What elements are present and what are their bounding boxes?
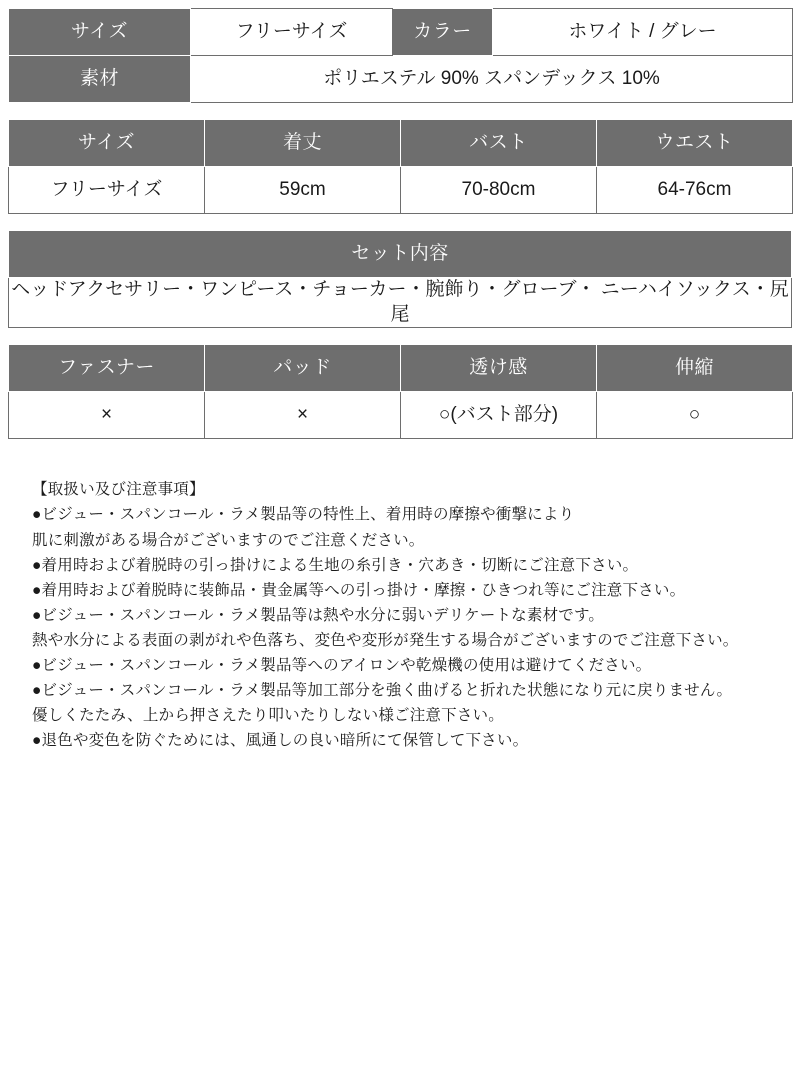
set-contents-value: ヘッドアクセサリー・ワンピース・チョーカー・腕飾り・グローブ・ ニーハイソックス・尻尾 [9, 278, 792, 328]
care-notes [8, 477, 792, 753]
feature-header-pad: パッド [205, 345, 401, 392]
measurement-value-size: フリーサイズ [9, 167, 205, 214]
size-color-material-table [8, 8, 793, 103]
table-row [9, 278, 792, 328]
feature-value-zipper: × [9, 392, 205, 439]
care-notes-title: 【取扱い及び注意事項】 [32, 481, 205, 499]
color-label: カラー [393, 9, 493, 56]
table-row [9, 9, 793, 56]
measurement-value-waist: 64-76cm [597, 167, 793, 214]
care-note-line: 熱や水分による表面の剥がれや色落ち、変色や変形が発生する場合がございますのでご注意下さい。 [32, 632, 739, 650]
measurement-value-bust: 70-80cm [401, 167, 597, 214]
feature-value-stretch: ○ [597, 392, 793, 439]
material-value: ポリエステル 90% スパンデックス 10% [191, 56, 793, 103]
feature-value-sheerness: ○(バスト部分) [401, 392, 597, 439]
measurement-header-bust: バスト [401, 120, 597, 167]
feature-value-pad: × [205, 392, 401, 439]
table-row [9, 167, 793, 214]
feature-table [8, 344, 793, 439]
table-header-row [9, 345, 793, 392]
table-header-row [9, 120, 793, 167]
care-note-line: ●ビジュー・スパンコール・ラメ製品等へのアイロンや乾燥機の使用は避けてください。 [32, 657, 652, 675]
material-label: 素材 [9, 56, 191, 103]
table-row [9, 392, 793, 439]
table-header-row [9, 231, 792, 278]
measurement-value-length: 59cm [205, 167, 401, 214]
care-note-line: ●退色や変色を防ぐためには、風通しの良い暗所にて保管して下さい。 [32, 732, 529, 750]
measurement-header-length: 着丈 [205, 120, 401, 167]
care-note-line: ●ビジュー・スパンコール・ラメ製品等は熱や水分に弱いデリケートな素材です。 [32, 606, 605, 624]
set-contents-header: セット内容 [9, 231, 792, 278]
care-note-line: ●着用時および着脱時の引っ掛けによる生地の糸引き・穴あき・切断にご注意下さい。 [32, 556, 639, 574]
table-row [9, 56, 793, 103]
measurements-table [8, 119, 793, 214]
feature-header-stretch: 伸縮 [597, 345, 793, 392]
measurement-header-size: サイズ [9, 120, 205, 167]
feature-header-sheerness: 透け感 [401, 345, 597, 392]
care-note-line: ●ビジュー・スパンコール・ラメ製品等の特性上、着用時の摩擦や衝撃により [32, 506, 575, 524]
size-label: サイズ [9, 9, 191, 56]
care-note-line: 優しくたたみ、上から押さえたり叩いたりしない様ご注意下さい。 [32, 707, 504, 725]
measurement-header-waist: ウエスト [597, 120, 793, 167]
care-note-line: ●ビジュー・スパンコール・ラメ製品等加工部分を強く曲げると折れた状態になり元に戻りません。 [32, 682, 733, 700]
feature-header-zipper: ファスナー [9, 345, 205, 392]
color-value: ホワイト / グレー [493, 9, 793, 56]
care-note-line: ●着用時および着脱時に装飾品・貴金属等への引っ掛け・摩擦・ひきつれ等にご注意下さい。 [32, 581, 686, 599]
care-note-line: 肌に刺激がある場合がございますのでご注意ください。 [32, 531, 425, 549]
set-contents-table [8, 230, 792, 328]
size-value: フリーサイズ [191, 9, 393, 56]
